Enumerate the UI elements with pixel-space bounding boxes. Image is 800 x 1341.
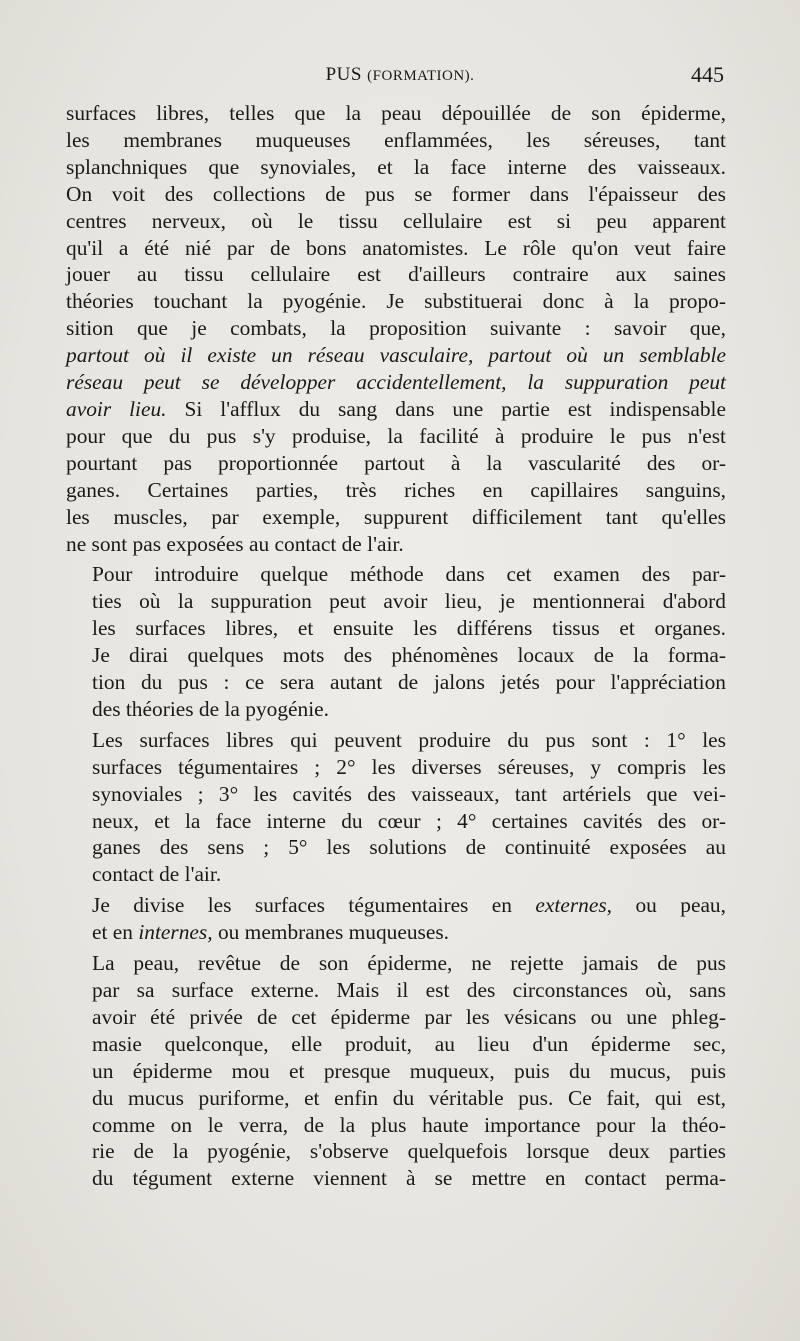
text-line: La peau, revêtue de son épiderme, ne rejette jamais de pus xyxy=(92,951,726,976)
text-line: théories touchant la pyogénie. Je substituerai donc à la propo- xyxy=(66,289,726,314)
running-head-sub: (FORMATION). xyxy=(367,68,475,84)
text-line: ganes. Certaines parties, très riches en capillaires sanguins, xyxy=(66,477,726,502)
italic-run: externes, xyxy=(535,893,613,918)
paragraph-1 xyxy=(66,100,726,557)
text-line: qu'il a été nié par de bons anatomistes. Le rôle qu'on veut faire xyxy=(66,235,726,260)
text-line: synoviales ; 3° les cavités des vaisseaux, tant artériels que vei- xyxy=(92,781,726,806)
running-head-main: PUS xyxy=(325,64,362,85)
text-line: centres nerveux, où le tissu cellulaire est si peu apparent xyxy=(66,208,726,233)
body-text xyxy=(66,100,726,1192)
text-line: les membranes muqueuses enflammées, les séreuses, tant xyxy=(66,127,726,152)
text-line: tion du pus : ce sera autant de jalons jetés pour l'appréciation xyxy=(92,670,726,695)
italic-run: avoir lieu. xyxy=(66,396,167,421)
text-line: Pour introduire quelque méthode dans cet examen des par- xyxy=(92,562,726,587)
text-line: On voit des collections de pus se former dans l'épaisseur des xyxy=(66,181,726,206)
text-line: Je dirai quelques mots des phénomènes locaux de la forma- xyxy=(92,643,726,668)
text-line: du mucus puriforme, et enfin du véritable pus. Ce fait, qui est, xyxy=(92,1085,726,1110)
page-number: 445 xyxy=(691,62,724,87)
paragraph-3 xyxy=(66,727,726,888)
text-line: surfaces tégumentaires ; 2° les diverses séreuses, y compris les xyxy=(92,754,726,779)
text-line: du tégument externe viennent à se mettre en contact perma- xyxy=(92,1166,726,1191)
text-line: pour que du pus s'y produise, la facilité à produire le pus n'est xyxy=(66,423,726,448)
text-line xyxy=(66,892,726,919)
text-line: Les surfaces libres qui peuvent produire du pus sont : 1° les xyxy=(92,727,726,752)
text-line: surfaces libres, telles que la peau dépouillée de son épiderme, xyxy=(66,101,726,125)
text-line: jouer au tissu cellulaire est d'ailleurs contraire aux saines xyxy=(66,262,726,287)
text-line: ganes des sens ; 5° les solutions de continuité exposées au xyxy=(92,835,726,860)
text-line: ne sont pas exposées au contact de l'air. xyxy=(66,531,404,556)
text-line-italic: réseau peut se développer accidentellement, la suppuration peut xyxy=(66,370,726,395)
running-head xyxy=(0,64,800,86)
paragraph-5 xyxy=(66,950,726,1192)
paragraph-2 xyxy=(66,561,726,722)
text-line: rie de la pyogénie, s'observe quelquefois lorsque deux parties xyxy=(92,1139,726,1164)
roman-run: ou membranes muqueuses. xyxy=(212,920,450,945)
paragraph-4 xyxy=(66,892,726,946)
text-line: splanchniques que synoviales, et la face interne des vaisseaux. xyxy=(66,154,726,179)
text-line: sition que je combats, la proposition suivante : savoir que, xyxy=(66,316,726,341)
text-line: comme on le verra, de la plus haute importance pour la théo- xyxy=(92,1112,726,1137)
roman-run: Si l'afflux du sang dans une partie est indispensable xyxy=(166,396,726,421)
text-line: les muscles, par exemple, suppurent difficilement tant qu'elles xyxy=(66,504,726,529)
text-line: neux, et la face interne du cœur ; 4° certaines cavités des or- xyxy=(92,808,726,833)
italic-run: internes, xyxy=(138,920,213,945)
text-line: les surfaces libres, et ensuite les différens tissus et organes. xyxy=(92,616,726,641)
text-line xyxy=(66,396,726,423)
text-line: des théories de la pyogénie. xyxy=(92,696,329,721)
page-header xyxy=(0,60,800,92)
text-line-italic: partout où il existe un réseau vasculaire, partout où un semblable xyxy=(66,343,726,368)
text-line: contact de l'air. xyxy=(92,862,222,887)
roman-run: ou peau, xyxy=(612,893,726,918)
text-line: ties où la suppuration peut avoir lieu, je mentionnerai d'abord xyxy=(92,589,726,614)
text-line: avoir été privée de cet épiderme par les vésicans ou une phleg- xyxy=(92,1004,726,1029)
text-line: un épiderme mou et presque muqueux, puis du mucus, puis xyxy=(92,1058,726,1083)
text-line: pourtant pas proportionnée partout à la vascularité des or- xyxy=(66,450,726,475)
text-line: masie quelconque, elle produit, au lieu d'un épiderme sec, xyxy=(92,1031,726,1056)
roman-run: Je divise les surfaces tégumentaires en xyxy=(92,893,536,918)
text-line: par sa surface externe. Mais il est des circonstances où, sans xyxy=(92,978,726,1002)
text-line xyxy=(66,919,726,946)
roman-run: et en xyxy=(92,920,139,945)
